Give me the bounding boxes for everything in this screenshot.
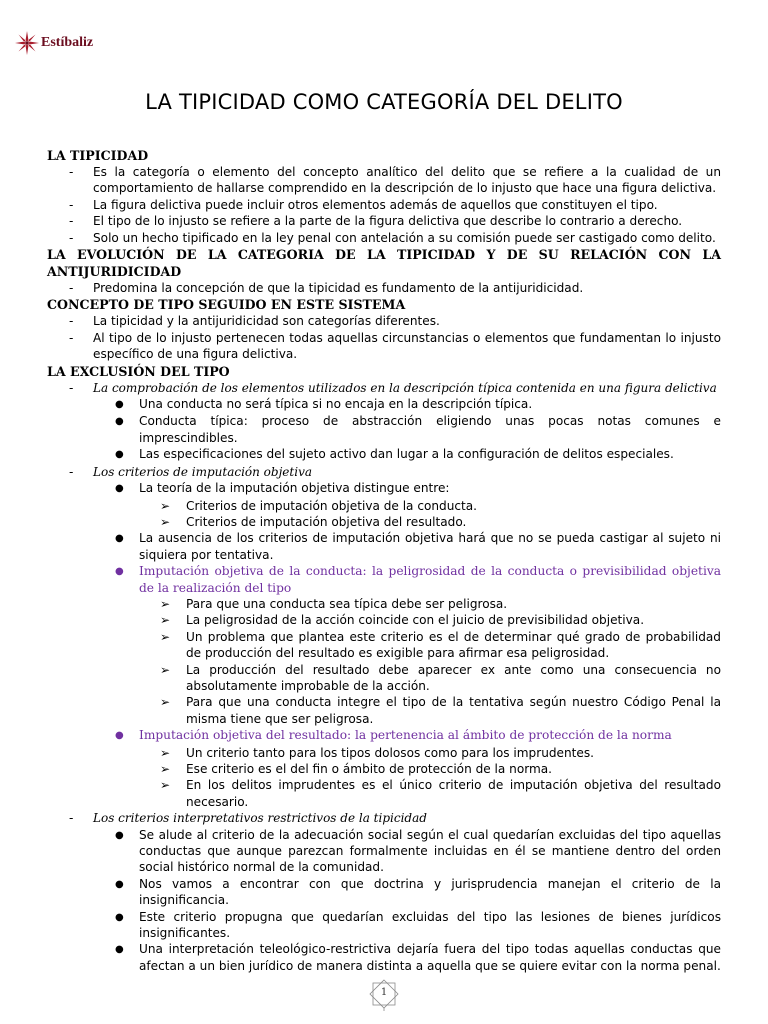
arrow-bullet-icon: ➢ — [160, 662, 171, 677]
page-number: 1 — [380, 987, 388, 998]
list-item: ➢ En los delitos imprudentes es el único criterio de imputación objetiva del resultado necesario. — [160, 778, 721, 809]
section-heading: CONCEPTO DE TIPO SEGUIDO EN ESTE SISTEMA — [47, 297, 406, 313]
arrow-bullet-icon: ➢ — [160, 762, 171, 776]
list-item: - La tipicidad y la antijuridicidad son categorías diferentes. — [69, 314, 440, 329]
list-item: ➢ La producción del resultado debe aparecer ex ante como una consecuencia no absolutamente improbable de la acción. — [160, 662, 721, 693]
list-item: ● Una interpretación teleológico-restrictiva dejaría fuera del tipo todas aquellas conductas que afectan a un bien jurídico de manera distinta a aquella que se quiere evitar con la norma penal. — [115, 942, 721, 973]
arrow-bullet-icon: ➢ — [160, 695, 171, 710]
list-item: ● Las especificaciones del sujeto activo dan lugar a la configuración de delitos especiales. — [115, 446, 721, 463]
list-item: ➢ Un criterio tanto para los tipos dolosos como para los imprudentes. — [160, 745, 594, 760]
dash-marker: - — [69, 230, 74, 245]
bullet-icon: ● — [115, 911, 124, 923]
bullet-icon: ● — [115, 944, 124, 956]
arrow-bullet-icon: ➢ — [160, 778, 171, 793]
arrow-bullet-icon: ➢ — [160, 514, 171, 529]
document-title: LA TIPICIDAD COMO CATEGORÍA DEL DELITO — [145, 90, 623, 114]
list-item: ● Nos vamos a encontrar con que doctrina y jurisprudencia manejan el criterio de la insignificancia. — [115, 876, 721, 908]
dash-marker: - — [69, 197, 74, 212]
list-item: ➢ Criterios de imputación objetiva del resultado. — [160, 514, 467, 529]
logo-text: Estíbaliz — [41, 35, 94, 50]
star-logo-icon — [14, 30, 40, 56]
list-item: ● Imputación objetiva de la conducta: la peligrosidad de la conducta o previsibilidad objetiva de la realización del tipo — [115, 564, 721, 595]
page-number-ornament — [364, 978, 404, 1012]
list-item: ● La ausencia de los criterios de imputación objetiva hará que no se pueda castigar al sujeto ni siquiera por tentativa. — [115, 531, 721, 562]
arrow-bullet-icon: ➢ — [160, 596, 171, 611]
dash-marker: - — [69, 380, 74, 395]
arrow-bullet-icon: ➢ — [160, 629, 171, 644]
bullet-icon: ● — [115, 533, 124, 545]
subsection-item: - Los criterios interpretativos restrictivos de la tipicidad — [69, 811, 427, 826]
list-item: ● Este criterio propugna que quedarían excluidas del tipo las lesiones de bienes jurídicos insignificantes. — [115, 909, 721, 941]
bullet-icon: ● — [115, 566, 124, 578]
subsection-item: - Los criterios de imputación objetiva — [69, 464, 313, 479]
list-item: ● Imputación objetiva del resultado: la pertenencia al ámbito de protección de la norma — [115, 727, 721, 744]
section-heading: LA EVOLUCIÓN DE LA CATEGORIA DE LA TIPICIDAD Y DE SU RELACIÓN CON LA ANTIJURIDICIDAD — [47, 247, 721, 280]
list-item: - Predomina la concepción de que la tipicidad es fundamento de la antijuridicidad. — [69, 281, 584, 296]
logo — [14, 30, 93, 56]
list-item: - Solo un hecho tipificado en la ley penal con antelación a su comisión puede ser castigado como delito. — [69, 230, 716, 245]
bullet-icon: ● — [115, 829, 124, 841]
bullet-icon: ● — [115, 449, 124, 461]
list-item: ➢ La peligrosidad de la acción coincide con el juicio de previsibilidad objetiva. — [160, 613, 645, 628]
bullet-icon: ● — [115, 730, 124, 742]
list-item: - La figura delictiva puede incluir otros elementos además de aquellos que constituyen el tipo. — [69, 197, 658, 212]
section-heading: LA EXCLUSIÓN DEL TIPO — [47, 363, 230, 379]
bullet-icon: ● — [115, 416, 124, 428]
bullet-icon: ● — [115, 483, 124, 495]
list-item: - Es la categoría o elemento del concepto analítico del delito que se refiere a la cualidad de un comportamiento de hallarse comprendido en la descripción de lo injusto que hace una figura delictiva. — [69, 165, 721, 196]
list-item: - El tipo de lo injusto se refiere a la parte de la figura delictiva que describe lo contrario a derecho. — [69, 214, 683, 229]
dash-marker: - — [69, 811, 74, 826]
dash-marker: - — [69, 330, 74, 345]
dash-marker: - — [69, 281, 74, 296]
list-item: - Al tipo de lo injusto pertenecen todas aquellas circunstancias o elementos que fundamentan lo injusto específico de una figura delictiva. — [69, 330, 721, 362]
arrow-bullet-icon: ➢ — [160, 745, 171, 760]
list-item: ● Se alude al criterio de la adecuación social según el cual quedarían excluidas del tipo aquellas conductas que aunque parezcan formalmente incluidas en él se mantiene dentro del orden social histórico normal de la comunidad. — [115, 827, 721, 875]
subsection-item: - La comprobación de los elementos utilizados en la descripción típica contenida en una figura delictiva — [69, 380, 717, 395]
list-item: ➢ Criterios de imputación objetiva de la conducta. — [160, 498, 478, 513]
list-item: ● Conducta típica: proceso de abstracción eligiendo unas pocas notas comunes e imprescindibles. — [115, 414, 721, 445]
list-item: ● Una conducta no será típica si no encaja en la descripción típica. — [115, 396, 721, 413]
dash-marker: - — [69, 165, 74, 179]
list-item: ● La teoría de la imputación objetiva distingue entre: — [115, 480, 721, 497]
list-item: ➢ Para que una conducta sea típica debe ser peligrosa. — [160, 596, 508, 611]
dash-marker: - — [69, 314, 74, 329]
document-body — [47, 147, 721, 974]
dash-marker: - — [69, 214, 74, 229]
dash-marker: - — [69, 464, 74, 479]
bullet-icon: ● — [115, 399, 124, 411]
list-item: ➢ Para que una conducta integre el tipo de la tentativa según nuestro Código Penal la misma tiene que ser peligrosa. — [160, 695, 721, 726]
bullet-icon: ● — [115, 878, 124, 890]
arrow-bullet-icon: ➢ — [160, 498, 171, 513]
arrow-bullet-icon: ➢ — [160, 613, 171, 628]
list-item: ➢ Ese criterio es el del fin o ámbito de protección de la norma. — [160, 762, 553, 776]
section-heading: LA TIPICIDAD — [47, 148, 149, 163]
list-item: ➢ Un problema que plantea este criterio es el de determinar qué grado de probabilidad de producción del resultado es exigible para afirmar esa peligrosidad. — [160, 629, 721, 661]
